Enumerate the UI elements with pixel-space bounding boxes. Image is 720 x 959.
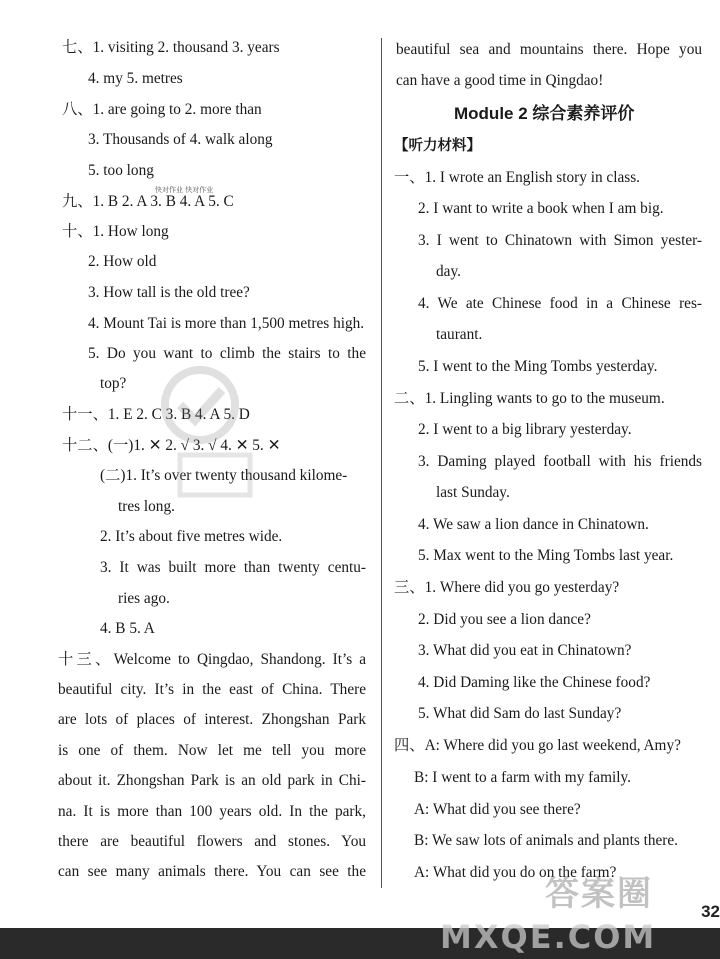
answer-line: 2. It’s about five metres wide. — [100, 528, 283, 545]
script-line: 5. What did Sam do last Sunday? — [418, 705, 622, 722]
answer-line: (二)1. It’s over twenty thousand kilome- — [100, 467, 348, 484]
answer-line: ries ago. — [118, 590, 170, 607]
script-line: 一、1. I wrote an English story in class. — [394, 169, 640, 186]
passage-line: is one of them. Now let me tell you more — [58, 742, 366, 759]
script-line: taurant. — [436, 326, 483, 343]
script-line: 5. Max went to the Ming Tombs last year. — [418, 547, 674, 564]
answer-line: 3. How tall is the old tree? — [88, 284, 250, 301]
script-line: 4. Did Daming like the Chinese food? — [418, 674, 651, 691]
passage-line: beautiful sea and mountains there. Hope you — [396, 41, 702, 58]
answer-line: 5. too long — [88, 162, 154, 179]
small-stamp-text: 快对作业 快对作业 — [155, 186, 214, 194]
script-line: 3. Daming played football with his friends — [418, 453, 702, 470]
script-line: 2. I want to write a book when I am big. — [418, 200, 664, 217]
answer-line: 七、1. visiting 2. thousand 3. years — [62, 39, 280, 56]
answer-line: 3. Thousands of 4. walk along — [88, 131, 273, 148]
script-line: 三、1. Where did you go yesterday? — [394, 579, 620, 596]
script-line: B: I went to a farm with my family. — [414, 769, 631, 786]
script-line: 二、1. Lingling wants to go to the museum. — [394, 390, 665, 407]
answer-line: 4. Mount Tai is more than 1,500 metres high. — [88, 315, 365, 332]
passage-line: na. It is more than 100 years old. In the park, — [58, 803, 366, 820]
watermark-logo: 答案圈 — [545, 874, 653, 914]
script-line: A: What did you do on the farm? — [414, 864, 617, 881]
passage-line: about it. Zhongshan Park is an old park in Chi- — [58, 772, 366, 789]
answer-line: 十二、(一)1. ✕ 2. √ 3. √ 4. ✕ 5. ✕ — [62, 437, 281, 454]
page-number: 32 — [701, 902, 720, 921]
passage-line: there are beautiful flowers and stones. You — [58, 833, 366, 850]
column-divider — [381, 38, 382, 888]
script-line: 5. I went to the Ming Tombs yesterday. — [418, 358, 658, 375]
script-line: day. — [436, 263, 461, 280]
answer-line: 5. Do you want to climb the stairs to the — [88, 345, 366, 362]
answer-line: 十、1. How long — [62, 223, 169, 240]
answer-line: 八、1. are going to 2. more than — [62, 101, 262, 118]
script-line: A: What did you see there? — [414, 801, 581, 818]
script-line: 2. I went to a big library yesterday. — [418, 421, 632, 438]
answer-line: 十一、1. E 2. C 3. B 4. A 5. D — [62, 406, 250, 423]
watermark-stamp-icon — [140, 360, 270, 510]
passage-line: can have a good time in Qingdao! — [396, 72, 604, 89]
script-line: 四、A: Where did you go last weekend, Amy? — [394, 737, 681, 754]
passage-line: can see many animals there. You can see the — [58, 863, 366, 880]
answer-line: 4. B 5. A — [100, 620, 155, 637]
watermark-url: MXQE.COM — [440, 918, 657, 956]
section-subheading: 【听力材料】 — [394, 138, 481, 154]
passage-line: are lots of places of interest. Zhongshan Park — [58, 711, 366, 728]
answer-line: tres long. — [118, 498, 175, 515]
passage-line: beautiful city. It’s in the east of China. There — [58, 681, 366, 698]
answer-line: 九、1. B 2. A 3. B 4. A 5. C — [62, 193, 234, 210]
answer-line: top? — [100, 375, 127, 392]
passage-line: 十三、Welcome to Qingdao, Shandong. It’s a — [58, 651, 366, 668]
script-line: 2. Did you see a lion dance? — [418, 611, 591, 628]
script-line: last Sunday. — [436, 484, 510, 501]
answer-line: 2. How old — [88, 253, 157, 270]
script-line: 4. We ate Chinese food in a Chinese res- — [418, 295, 702, 312]
script-line: 3. I went to Chinatown with Simon yester- — [418, 232, 702, 249]
answer-line: 4. my 5. metres — [88, 70, 183, 87]
module-heading: Module 2 综合素养评价 — [454, 104, 635, 123]
script-line: B: We saw lots of animals and plants there. — [414, 832, 679, 849]
answer-line: 3. It was built more than twenty centu- — [100, 559, 366, 576]
script-line: 3. What did you eat in Chinatown? — [418, 642, 632, 659]
script-line: 4. We saw a lion dance in Chinatown. — [418, 516, 649, 533]
